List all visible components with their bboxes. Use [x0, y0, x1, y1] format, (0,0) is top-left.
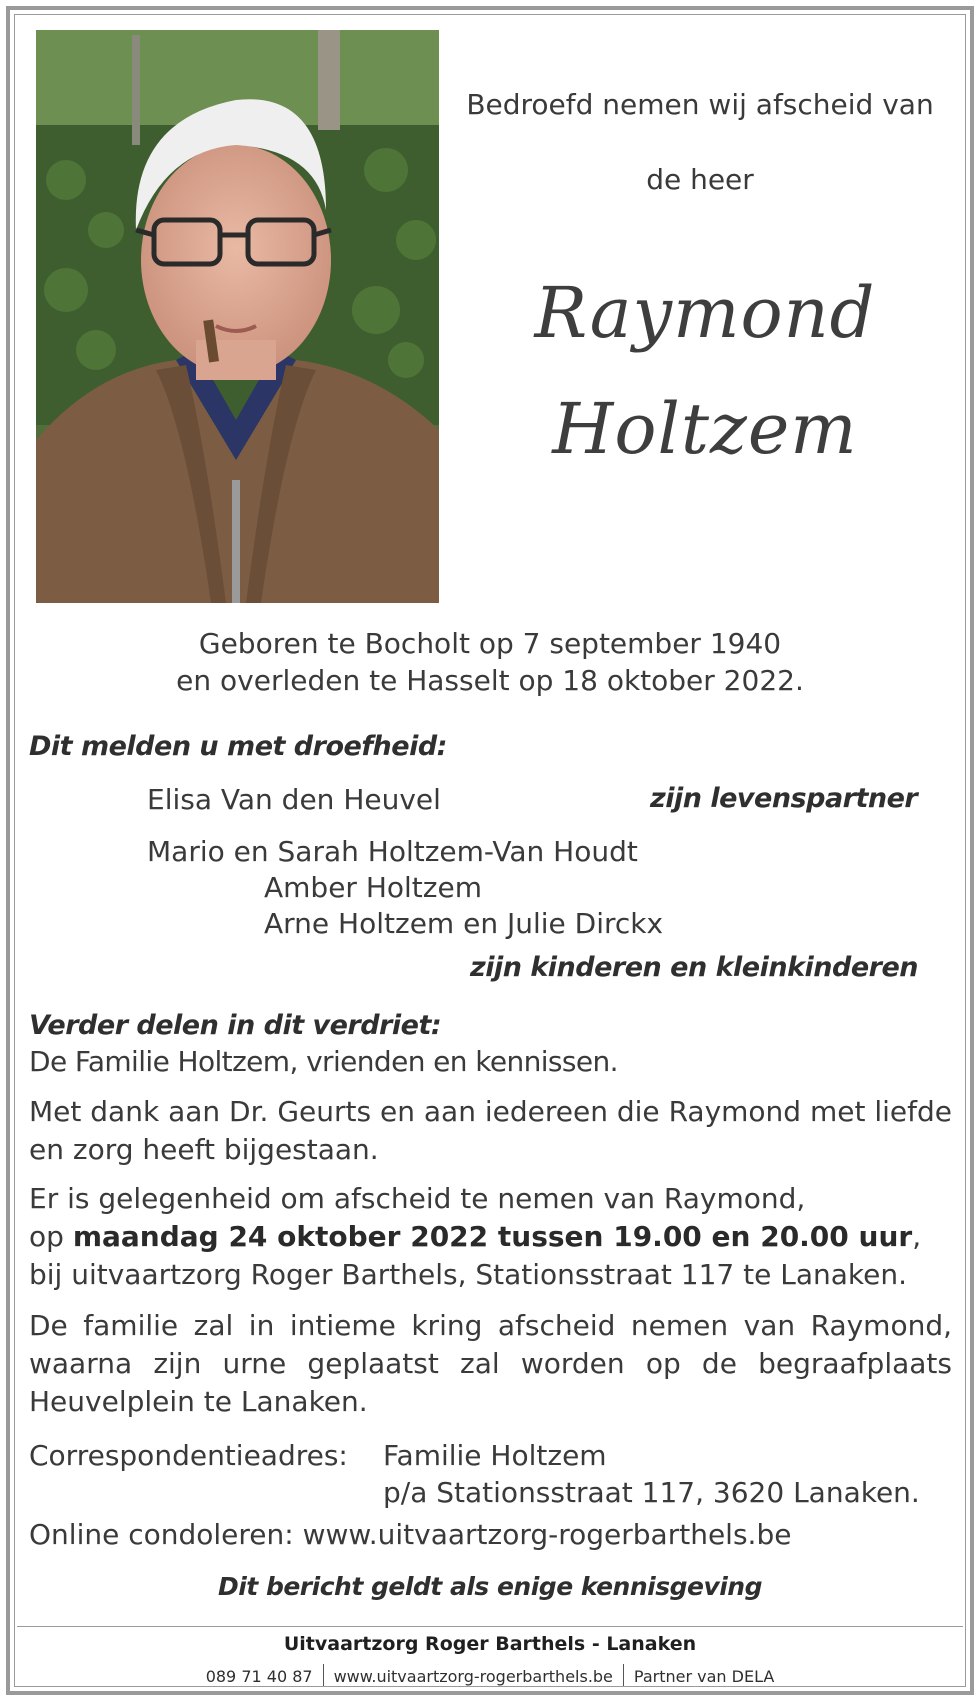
- shared-heading: Verder delen in dit verdriet:: [29, 1010, 442, 1041]
- thanks-paragraph: Met dank aan Dr. Geurts en aan iedereen die Raymond met liefde en zorg heeft bijgestaan.: [29, 1095, 952, 1166]
- footer-partner: Partner van DELA: [633, 1667, 775, 1686]
- visitation-paragraph: [29, 1180, 952, 1294]
- visitation-datetime: maandag 24 oktober 2022 tussen 19.00 en 20.00 uur: [72, 1220, 913, 1253]
- footer-website[interactable]: www.uitvaartzorg-rogerbarthels.be: [333, 1667, 613, 1686]
- visitation-prefix: op: [29, 1220, 73, 1253]
- farewell-paragraph: De familie zal in intieme kring afscheid nemen van Raymond, waarna zijn urne geplaatst zal worden op de begraafplaats Heuvelplein te Lanaken.: [29, 1309, 952, 1418]
- visitation-line-3: bij uitvaartzorg Roger Barthels, Stationsstraat 117 te Lanaken.: [29, 1258, 907, 1291]
- partner-name: Elisa Van den Heuvel: [147, 783, 441, 816]
- grandchild-2: Arne Holtzem en Julie Dirckx: [264, 907, 664, 940]
- partner-role: zijn levenspartner: [650, 783, 918, 814]
- shared-text: De Familie Holtzem, vrienden en kennissen.: [29, 1045, 618, 1078]
- footer-separator: [323, 1664, 324, 1686]
- children-names: Mario en Sarah Holtzem-Van Houdt: [147, 835, 638, 868]
- notice-text: Dit bericht geldt als enige kennisgeving: [217, 1572, 762, 1601]
- death-line: en overleden te Hasselt op 18 oktober 2022.: [176, 664, 804, 697]
- visitation-line-1: Er is gelegenheid om afscheid te nemen van Raymond,: [29, 1182, 806, 1215]
- deceased-last-name: Holtzem: [552, 388, 858, 470]
- portrait-photo: [36, 30, 439, 603]
- deceased-first-name: Raymond: [534, 272, 876, 354]
- intro-line-1: Bedroefd nemen wij afscheid van: [466, 88, 934, 121]
- footer-contact: [0, 1664, 980, 1686]
- correspondence-address: p/a Stationsstraat 117, 3620 Lanaken.: [383, 1476, 920, 1509]
- footer-phone: 089 71 40 87: [205, 1667, 313, 1686]
- children-role: zijn kinderen en kleinkinderen: [470, 952, 919, 983]
- visitation-suffix: ,: [912, 1220, 922, 1253]
- visitation-line-2: [29, 1218, 952, 1256]
- correspondence-name: Familie Holtzem: [383, 1439, 607, 1472]
- grandchild-1: Amber Holtzem: [264, 871, 482, 904]
- intro-line-2: de heer: [646, 163, 754, 196]
- footer-company: Uitvaartzorg Roger Barthels - Lanaken: [283, 1633, 697, 1655]
- footer-separator: [623, 1664, 624, 1686]
- footer-divider: [17, 1626, 963, 1627]
- online-condolence: Online condoleren: www.uitvaartzorg-rogerbarthels.be: [29, 1518, 792, 1551]
- birth-line: Geboren te Bocholt op 7 september 1940: [198, 627, 782, 660]
- announced-heading: Dit melden u met droefheid:: [29, 731, 447, 762]
- correspondence-label: Correspondentieadres:: [29, 1439, 348, 1472]
